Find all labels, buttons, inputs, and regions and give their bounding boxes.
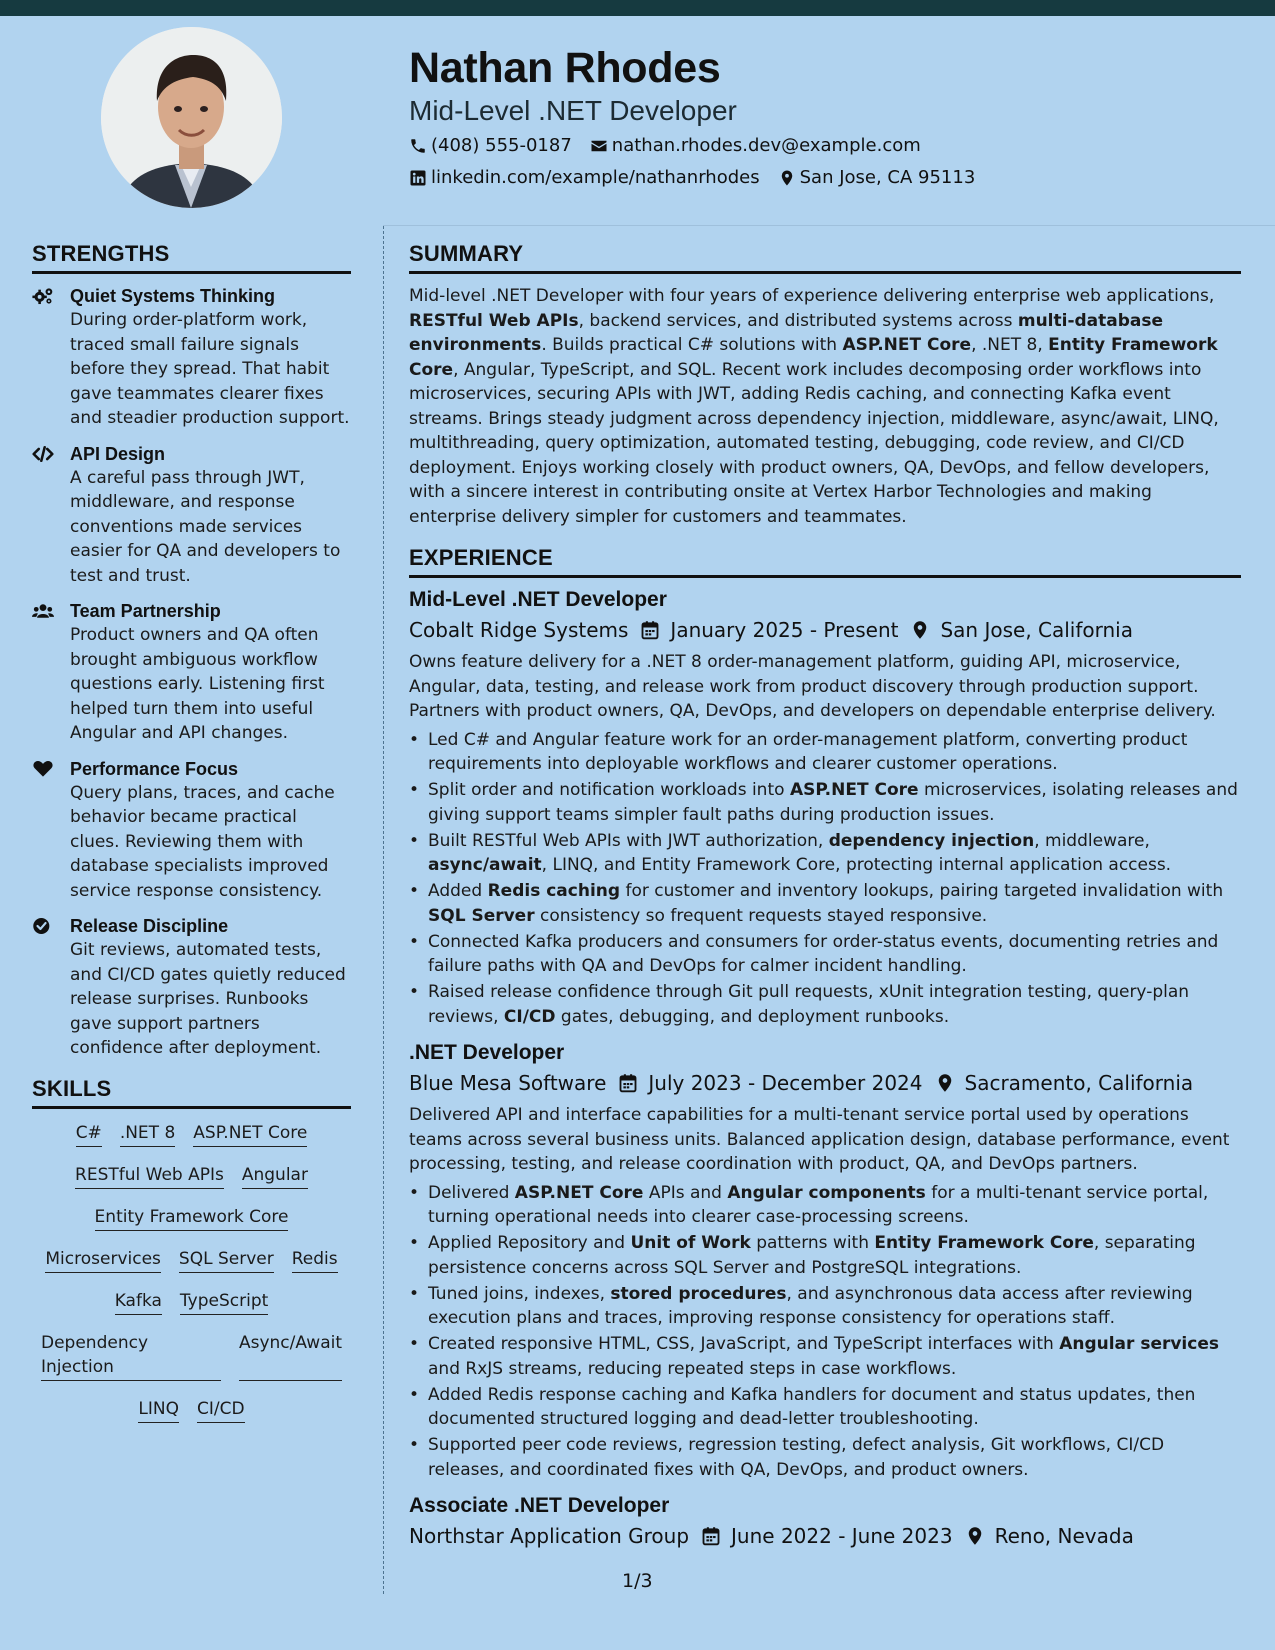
top-accent-bar: [0, 0, 1275, 16]
bullet-item: [409, 1231, 1241, 1280]
experience-list: [409, 588, 1241, 1548]
job-title: Associate .NET Developer: [409, 1494, 670, 1517]
strength-item: [32, 284, 351, 431]
company-name: Cobalt Ridge Systems: [409, 618, 629, 642]
text-run: , LINQ, and Entity Framework Core, protecting internal application access.: [541, 855, 1172, 875]
emphasis-text: Entity Framework Core: [409, 335, 1218, 380]
job-title: Mid-Level .NET Developer: [409, 588, 667, 611]
bullet-item: [409, 1282, 1241, 1331]
skill-row: [32, 1163, 351, 1189]
bullet-item: [409, 1181, 1241, 1230]
email-text: nathan.rhodes.dev@example.com: [611, 135, 921, 156]
company-name: Blue Mesa Software: [409, 1071, 607, 1095]
strengths-heading: STRENGTHS: [32, 241, 351, 274]
strength-name: Quiet Systems Thinking: [70, 286, 276, 306]
summary-text: [409, 284, 1241, 529]
strength-body: [70, 914, 351, 1061]
skills-heading: SKILLS: [32, 1076, 351, 1109]
job-dates: January 2025 - Present: [670, 618, 899, 642]
column-divider: [383, 226, 384, 1594]
bullet-item: [409, 980, 1241, 1029]
skill-row: [32, 1247, 351, 1273]
text-run: Split order and notification workloads into: [428, 780, 790, 800]
text-run: and RxJS streams, reducing repeated steps in case workflows.: [428, 1358, 957, 1379]
experience-heading: EXPERIENCE: [409, 545, 1241, 578]
skill-tag: .NET 8: [120, 1121, 175, 1147]
job-bullets: [409, 728, 1241, 1030]
emphasis-text: Redis caching: [487, 881, 621, 901]
contact-phone[interactable]: [409, 135, 572, 156]
emphasis-text: ASP.NET Core: [842, 335, 972, 355]
emphasis-text: Entity Framework Core: [874, 1233, 1094, 1253]
skill-row: [32, 1289, 351, 1315]
job-description: Owns feature delivery for a .NET 8 order-management platform, guiding API, microservice, Angular, data, testing, and release work from product discovery through production support. Partners with product owners, QA, DevOps, and developers on dependable enterprise delivery.: [409, 652, 1216, 721]
map-pin-icon: [778, 169, 796, 187]
emphasis-text: RESTful Web APIs: [409, 310, 579, 331]
portrait-illustration: [101, 27, 282, 208]
job-entry: [409, 1041, 1241, 1482]
skill-tag: Entity Framework Core: [95, 1205, 289, 1231]
job-meta: [409, 618, 1241, 642]
emphasis-text: multi-database environments: [409, 310, 1164, 355]
calendar-icon: [640, 620, 660, 640]
text-run: Raised release confidence through Git pull requests, xUnit integration testing, query-plan reviews,: [428, 982, 1190, 1027]
job-meta: [409, 1524, 1241, 1548]
strength-description: Product owners and QA often brought ambiguous workflow questions early. Listening first helped turn them into useful Angular and API changes.: [70, 625, 325, 743]
skill-tag: ASP.NET Core: [193, 1121, 307, 1147]
page-number: 1/3: [622, 1570, 653, 1592]
profile-photo: [101, 27, 282, 208]
skills-list: [32, 1121, 351, 1423]
linkedin-text: linkedin.com/example/nathanrhodes: [431, 167, 760, 188]
job-entry: [409, 588, 1241, 1029]
skill-tag: C#: [76, 1121, 102, 1147]
bullet-item: [409, 778, 1241, 827]
map-pin-icon: [935, 1073, 955, 1093]
strength-name: API Design: [70, 443, 166, 464]
strength-item: [32, 599, 351, 746]
header-divider: [383, 225, 1275, 226]
text-run: Connected Kafka producers and consumers for order-status events, documenting retries and failure paths with QA and DevOps for calmer incident handling.: [428, 931, 1219, 976]
strength-description: A careful pass through JWT, middleware, and response conventions made services easier for QA and developers to test and trust.: [70, 467, 341, 586]
strength-description: During order-platform work, traced small failure signals before they spread. That habit gave teammates clearer fixes and steadier production support.: [70, 310, 350, 428]
strength-description: Query plans, traces, and cache behavior became practical clues. Reviewing them with database specialists improved service response consistency.: [70, 782, 335, 901]
text-run: Added Redis response caching and Kafka handlers for document and status updates, then documented structured logging and dead-letter troubleshooting.: [428, 1384, 1196, 1429]
bullet-item: [409, 930, 1241, 979]
map-pin-icon: [965, 1526, 985, 1546]
job-description: Delivered API and interface capabilities for a multi-tenant service portal used by operations teams across several business units. Balanced application design, database performance, event processing, testing, and release coordination with product, QA, and DevOps partners.: [409, 1105, 1230, 1174]
strength-item: [32, 757, 351, 904]
emphasis-text: Angular components: [727, 1182, 926, 1203]
strength-item: [32, 914, 351, 1061]
bullet-item: [409, 1383, 1241, 1432]
job-location: San Jose, California: [940, 618, 1133, 642]
text-run: Built RESTful Web APIs with JWT authorization,: [428, 830, 829, 851]
emphasis-text: ASP.NET Core: [789, 780, 919, 800]
strength-name: Team Partnership: [70, 601, 221, 621]
text-run: Applied Repository and: [428, 1233, 631, 1253]
skill-tag: Redis: [292, 1247, 338, 1273]
contact-email[interactable]: [590, 135, 921, 156]
skill-row: [32, 1397, 351, 1423]
strength-body: [70, 757, 351, 904]
emphasis-text: ASP.NET Core: [514, 1182, 644, 1203]
candidate-name: Nathan Rhodes: [409, 44, 721, 92]
code-icon: [32, 442, 70, 589]
contact-row-primary: [409, 135, 939, 156]
bullet-item: [409, 1433, 1241, 1482]
text-run: Led C# and Angular feature work for an order-management platform, converting product requirements into deployable workflows and clearer customer operations.: [428, 729, 1188, 774]
text-run: patterns with: [750, 1233, 875, 1253]
job-title: .NET Developer: [409, 1041, 565, 1064]
bullet-item: [409, 728, 1241, 777]
strength-name: Performance Focus: [70, 758, 239, 779]
text-run: , backend services, and distributed systems across: [578, 310, 1018, 331]
job-dates: June 2022 - June 2023: [731, 1524, 953, 1548]
company-name: Northstar Application Group: [409, 1524, 690, 1548]
heart-icon: [32, 757, 70, 904]
skill-tag: SQL Server: [179, 1247, 274, 1273]
gears-icon: [32, 284, 70, 431]
skill-tag: Kafka: [115, 1289, 162, 1315]
text-run: , middleware,: [1034, 830, 1150, 851]
check-circle-icon: [32, 914, 70, 1061]
skill-row: [32, 1205, 351, 1231]
text-run: APIs and: [643, 1182, 728, 1203]
emphasis-text: SQL Server: [428, 905, 535, 926]
skill-tag: Dependency Injection: [41, 1331, 221, 1381]
text-run: , .NET 8,: [971, 335, 1049, 355]
job-location: Reno, Nevada: [994, 1524, 1134, 1548]
emphasis-text: Angular services: [1059, 1334, 1219, 1354]
calendar-icon: [701, 1526, 721, 1546]
emphasis-text: stored procedures: [610, 1283, 787, 1304]
job-entry: [409, 1494, 1241, 1548]
bullet-item: [409, 1332, 1241, 1381]
skill-tag: Async/Await: [239, 1331, 342, 1381]
strength-body: [70, 442, 351, 589]
skill-tag: RESTful Web APIs: [75, 1163, 224, 1189]
text-run: gates, debugging, and deployment runbooks.: [555, 1006, 950, 1027]
text-run: consistency so frequent requests stayed responsive.: [534, 905, 988, 926]
left-column: [32, 241, 351, 1439]
right-column: [409, 241, 1241, 1560]
map-pin-icon: [910, 620, 930, 640]
phone-text: (408) 555-0187: [431, 135, 572, 156]
skill-tag: Angular: [242, 1163, 308, 1189]
skill-tag: CI/CD: [197, 1397, 245, 1423]
skill-row: [32, 1331, 351, 1381]
strength-item: [32, 442, 351, 589]
text-run: . Builds practical C# solutions with: [541, 335, 843, 355]
skill-tag: Microservices: [45, 1247, 161, 1273]
users-icon: [32, 599, 70, 746]
text-run: Supported peer code reviews, regression testing, defect analysis, Git workflows, CI/CD releases, and coordinated fixes with QA, DevOps, and product owners.: [428, 1435, 1165, 1480]
emphasis-text: async/await: [428, 855, 542, 875]
text-run: Added: [428, 881, 488, 901]
text-run: Mid-level .NET Developer with four years of experience delivering enterprise web applications,: [409, 286, 1215, 306]
skill-row: [32, 1121, 351, 1147]
phone-icon: [409, 137, 427, 155]
contact-location: [778, 167, 976, 188]
job-bullets: [409, 1181, 1241, 1483]
text-run: for customer and inventory lookups, pairing targeted invalidation with: [620, 881, 1224, 901]
job-meta: [409, 1071, 1241, 1095]
bullet-item: [409, 829, 1241, 878]
location-text: San Jose, CA 95113: [799, 167, 976, 188]
strength-body: [70, 599, 351, 746]
calendar-icon: [618, 1073, 638, 1093]
strength-name: Release Discipline: [70, 916, 229, 936]
text-run: Delivered: [428, 1182, 515, 1203]
emphasis-text: Unit of Work: [630, 1233, 751, 1253]
contact-row-secondary: [409, 167, 993, 188]
text-run: , and asynchronous data access after reviewing execution plans and traces, improving response consistency for operations staff.: [428, 1283, 1193, 1328]
text-run: , separating persistence concerns across SQL Server and PostgreSQL integrations.: [428, 1233, 1196, 1278]
text-run: Created responsive HTML, CSS, JavaScript, and TypeScript interfaces with: [428, 1334, 1060, 1354]
strengths-list: [32, 284, 351, 1061]
skill-tag: LINQ: [138, 1397, 179, 1423]
skill-tag: TypeScript: [180, 1289, 268, 1315]
emphasis-text: CI/CD: [503, 1006, 556, 1027]
text-run: for a multi-tenant service portal, turning operational needs into clearer case-processing screens.: [428, 1182, 1209, 1227]
emphasis-text: dependency injection: [828, 830, 1035, 851]
contact-linkedin[interactable]: [409, 167, 760, 188]
job-dates: July 2023 - December 2024: [648, 1071, 923, 1095]
linkedin-icon: [409, 169, 427, 187]
text-run: Tuned joins, indexes,: [428, 1283, 611, 1304]
text-run: microservices, isolating releases and giving support teams simpler fault paths during production issues.: [428, 780, 1238, 825]
envelope-icon: [590, 137, 608, 155]
bullet-item: [409, 879, 1241, 928]
strength-body: [70, 284, 351, 431]
text-run: , Angular, TypeScript, and SQL. Recent work includes decomposing order workflows into microservices, securing APIs with JWT, adding Redis caching, and connecting Kafka event streams. Brings steady judgment across dependency injection, middleware, async/await, LINQ, multithreading, query optimization, automated testing, debugging, code review, and CI/CD deployment. Enjoys working closely with product owners, QA, DevOps, and fellow developers, with a sincere interest in contributing onsite at Vertex Harbor Technologies and making enterprise delivery simpler for customers and teammates.: [409, 359, 1219, 527]
strength-description: Git reviews, automated tests, and CI/CD gates quietly reduced release surprises. Runbooks gave support partners confidence after deployment.: [70, 940, 346, 1058]
candidate-title: Mid-Level .NET Developer: [409, 95, 737, 126]
summary-heading: SUMMARY: [409, 241, 1241, 274]
job-location: Sacramento, California: [964, 1071, 1194, 1095]
